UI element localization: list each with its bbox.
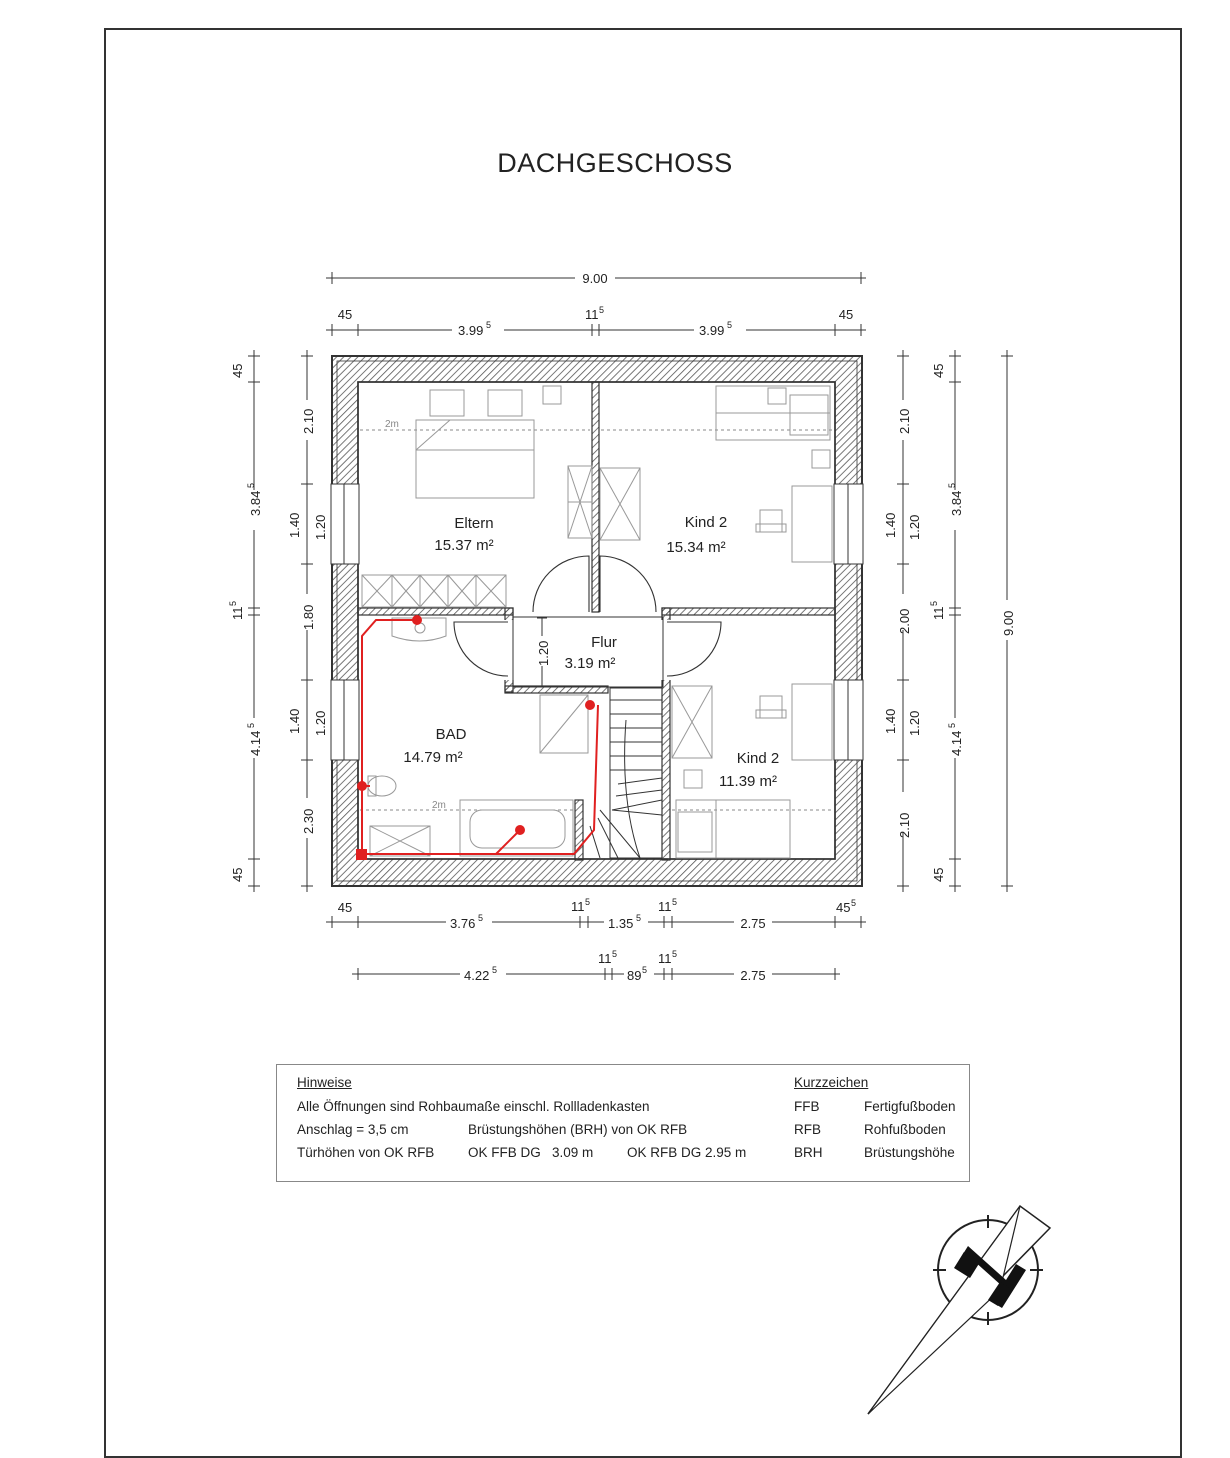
svg-text:5: 5 [851, 898, 857, 908]
dim-right-wall-top: 45 [931, 363, 946, 378]
dim-left-win-top-outer: 1.40 [287, 512, 302, 538]
abbr-meaning: Fertigfußboden [864, 1099, 956, 1114]
svg-text:5: 5 [246, 722, 256, 728]
dim-left-mid: 1.80 [301, 604, 316, 630]
slope-label-left: 2m [385, 419, 399, 430]
svg-text:5: 5 [642, 965, 648, 975]
dim-top-wall-left: 45 [337, 307, 353, 322]
legend-line1: Alle Öffnungen sind Rohbaumaße einschl. Rollladenkasten [297, 1099, 650, 1114]
flur-height-dim [536, 618, 551, 686]
dim-bot2-room2: 89 [627, 968, 642, 983]
dim-bot2-room1: 4.22 [464, 968, 490, 983]
dim-right-win-top-outer: 1.40 [883, 512, 898, 538]
legend-box [276, 1064, 970, 1182]
dim-left-wall-bottom: 45 [230, 867, 245, 882]
legend-line3a: Türhöhen von OK RFB [297, 1145, 435, 1160]
drawing-title: DACHGESCHOSS [497, 148, 733, 178]
svg-text:5: 5 [947, 722, 957, 728]
dim-bot1-room2: 1.35 [608, 916, 634, 931]
svg-text:5: 5 [585, 897, 591, 907]
dim-left-win-bot-inner: 1.20 [313, 710, 328, 736]
dim-top-room-left: 3.99 [458, 323, 484, 338]
svg-text:5: 5 [672, 949, 678, 959]
dim-right-win-top-inner: 1.20 [907, 514, 922, 540]
abbr-meaning: Rohfußboden [864, 1122, 946, 1137]
svg-text:5: 5 [672, 897, 678, 907]
dim-top-total: 9.00 [582, 271, 608, 286]
dim-right-inner-wall: 11 [931, 606, 946, 620]
dim-right-room-bottom: 4.14 [949, 730, 964, 756]
dim-right-wall-bottom: 45 [931, 867, 946, 882]
dim-left-sill-top: 2.10 [301, 408, 316, 434]
north-arrow-icon [868, 1206, 1050, 1414]
dim-top-wall-right: 45 [838, 307, 854, 322]
dim-top-inner-wall-sup: 5 [599, 305, 605, 315]
dim-bot1-wall1: 11 [571, 899, 585, 914]
svg-text:5: 5 [478, 913, 484, 923]
slope-label-bad: 2m [432, 800, 446, 811]
svg-text:5: 5 [947, 482, 957, 488]
abbr-code: FFB [794, 1099, 820, 1114]
room-name-bad: BAD [435, 726, 467, 743]
dim-right-win-bot-inner: 1.20 [907, 710, 922, 736]
dim-right-sill-bottom: 2.10 [897, 812, 912, 838]
dim-bot1-wall-left: 45 [337, 900, 353, 915]
dim-bot1-room1: 3.76 [450, 916, 476, 931]
room-area-kind2-bottom: 11.39 m² [718, 773, 778, 790]
dim-left-win-top-inner: 1.20 [313, 514, 328, 540]
room-name-kind2-top: Kind 2 [684, 514, 728, 531]
legend-line3b: OK FFB DG 3.09 m [468, 1145, 594, 1160]
bed-eltern [416, 420, 534, 498]
room-name-flur: Flur [591, 634, 617, 651]
dim-bot2-wall2: 11 [658, 951, 672, 966]
svg-text:5: 5 [929, 600, 939, 606]
legend-line2a: Anschlag = 3,5 cm [297, 1122, 409, 1137]
dim-right-mid: 2.00 [897, 608, 912, 634]
svg-text:5: 5 [492, 965, 498, 975]
room-area-flur: 3.19 m² [564, 655, 616, 672]
flur-height-label: 1.20 [536, 640, 551, 666]
dim-left-room-top: 3.84 [248, 490, 263, 516]
dim-left-room-bottom: 4.14 [248, 730, 263, 756]
dim-left-win-bot-outer: 1.40 [287, 708, 302, 734]
room-area-kind2-top: 15.34 m² [666, 539, 726, 556]
svg-text:5: 5 [246, 482, 256, 488]
legend-heading: Hinweise [297, 1075, 352, 1090]
dim-left-sill-bottom: 2.30 [301, 808, 316, 834]
dim-right-sill-top: 2.10 [897, 408, 912, 434]
dim-bot1-room3: 2.75 [740, 916, 766, 931]
room-area-bad: 14.79 m² [403, 749, 463, 766]
dim-bot1-wall2: 11 [658, 899, 672, 914]
room-name-kind2-bottom: Kind 2 [736, 750, 780, 767]
dim-bot2-room3: 2.75 [740, 968, 766, 983]
svg-text:5: 5 [636, 913, 642, 923]
dim-right-win-bot-outer: 1.40 [883, 708, 898, 734]
room-name-eltern: Eltern [454, 515, 494, 532]
dim-top-room-right-sup: 5 [727, 320, 733, 330]
dim-top-inner-wall: 11 [585, 307, 599, 322]
abbr-heading: Kurzzeichen [794, 1075, 869, 1090]
dim-left-wall-top: 45 [230, 363, 245, 378]
dim-right-total: 9.00 [1001, 610, 1016, 636]
svg-text:5: 5 [612, 949, 618, 959]
pipe-routing [357, 616, 598, 859]
room-area-eltern: 15.37 m² [434, 537, 494, 554]
abbr-meaning: Brüstungshöhe [864, 1145, 955, 1160]
dim-right-room-top: 3.84 [949, 490, 964, 516]
dim-top-room-left-sup: 5 [486, 320, 492, 330]
legend-line2b: Brüstungshöhen (BRH) von OK RFB [468, 1122, 688, 1137]
dim-bot2-wall1: 11 [598, 951, 612, 966]
dim-bot1-wall-right: 45 [836, 900, 851, 915]
svg-text:5: 5 [228, 600, 238, 606]
dim-top-room-right: 3.99 [699, 323, 725, 338]
dim-left-inner-wall: 11 [230, 606, 245, 620]
legend-line3c: OK RFB DG 2.95 m [627, 1145, 747, 1160]
abbr-code: BRH [794, 1145, 823, 1160]
abbr-code: RFB [794, 1122, 821, 1137]
